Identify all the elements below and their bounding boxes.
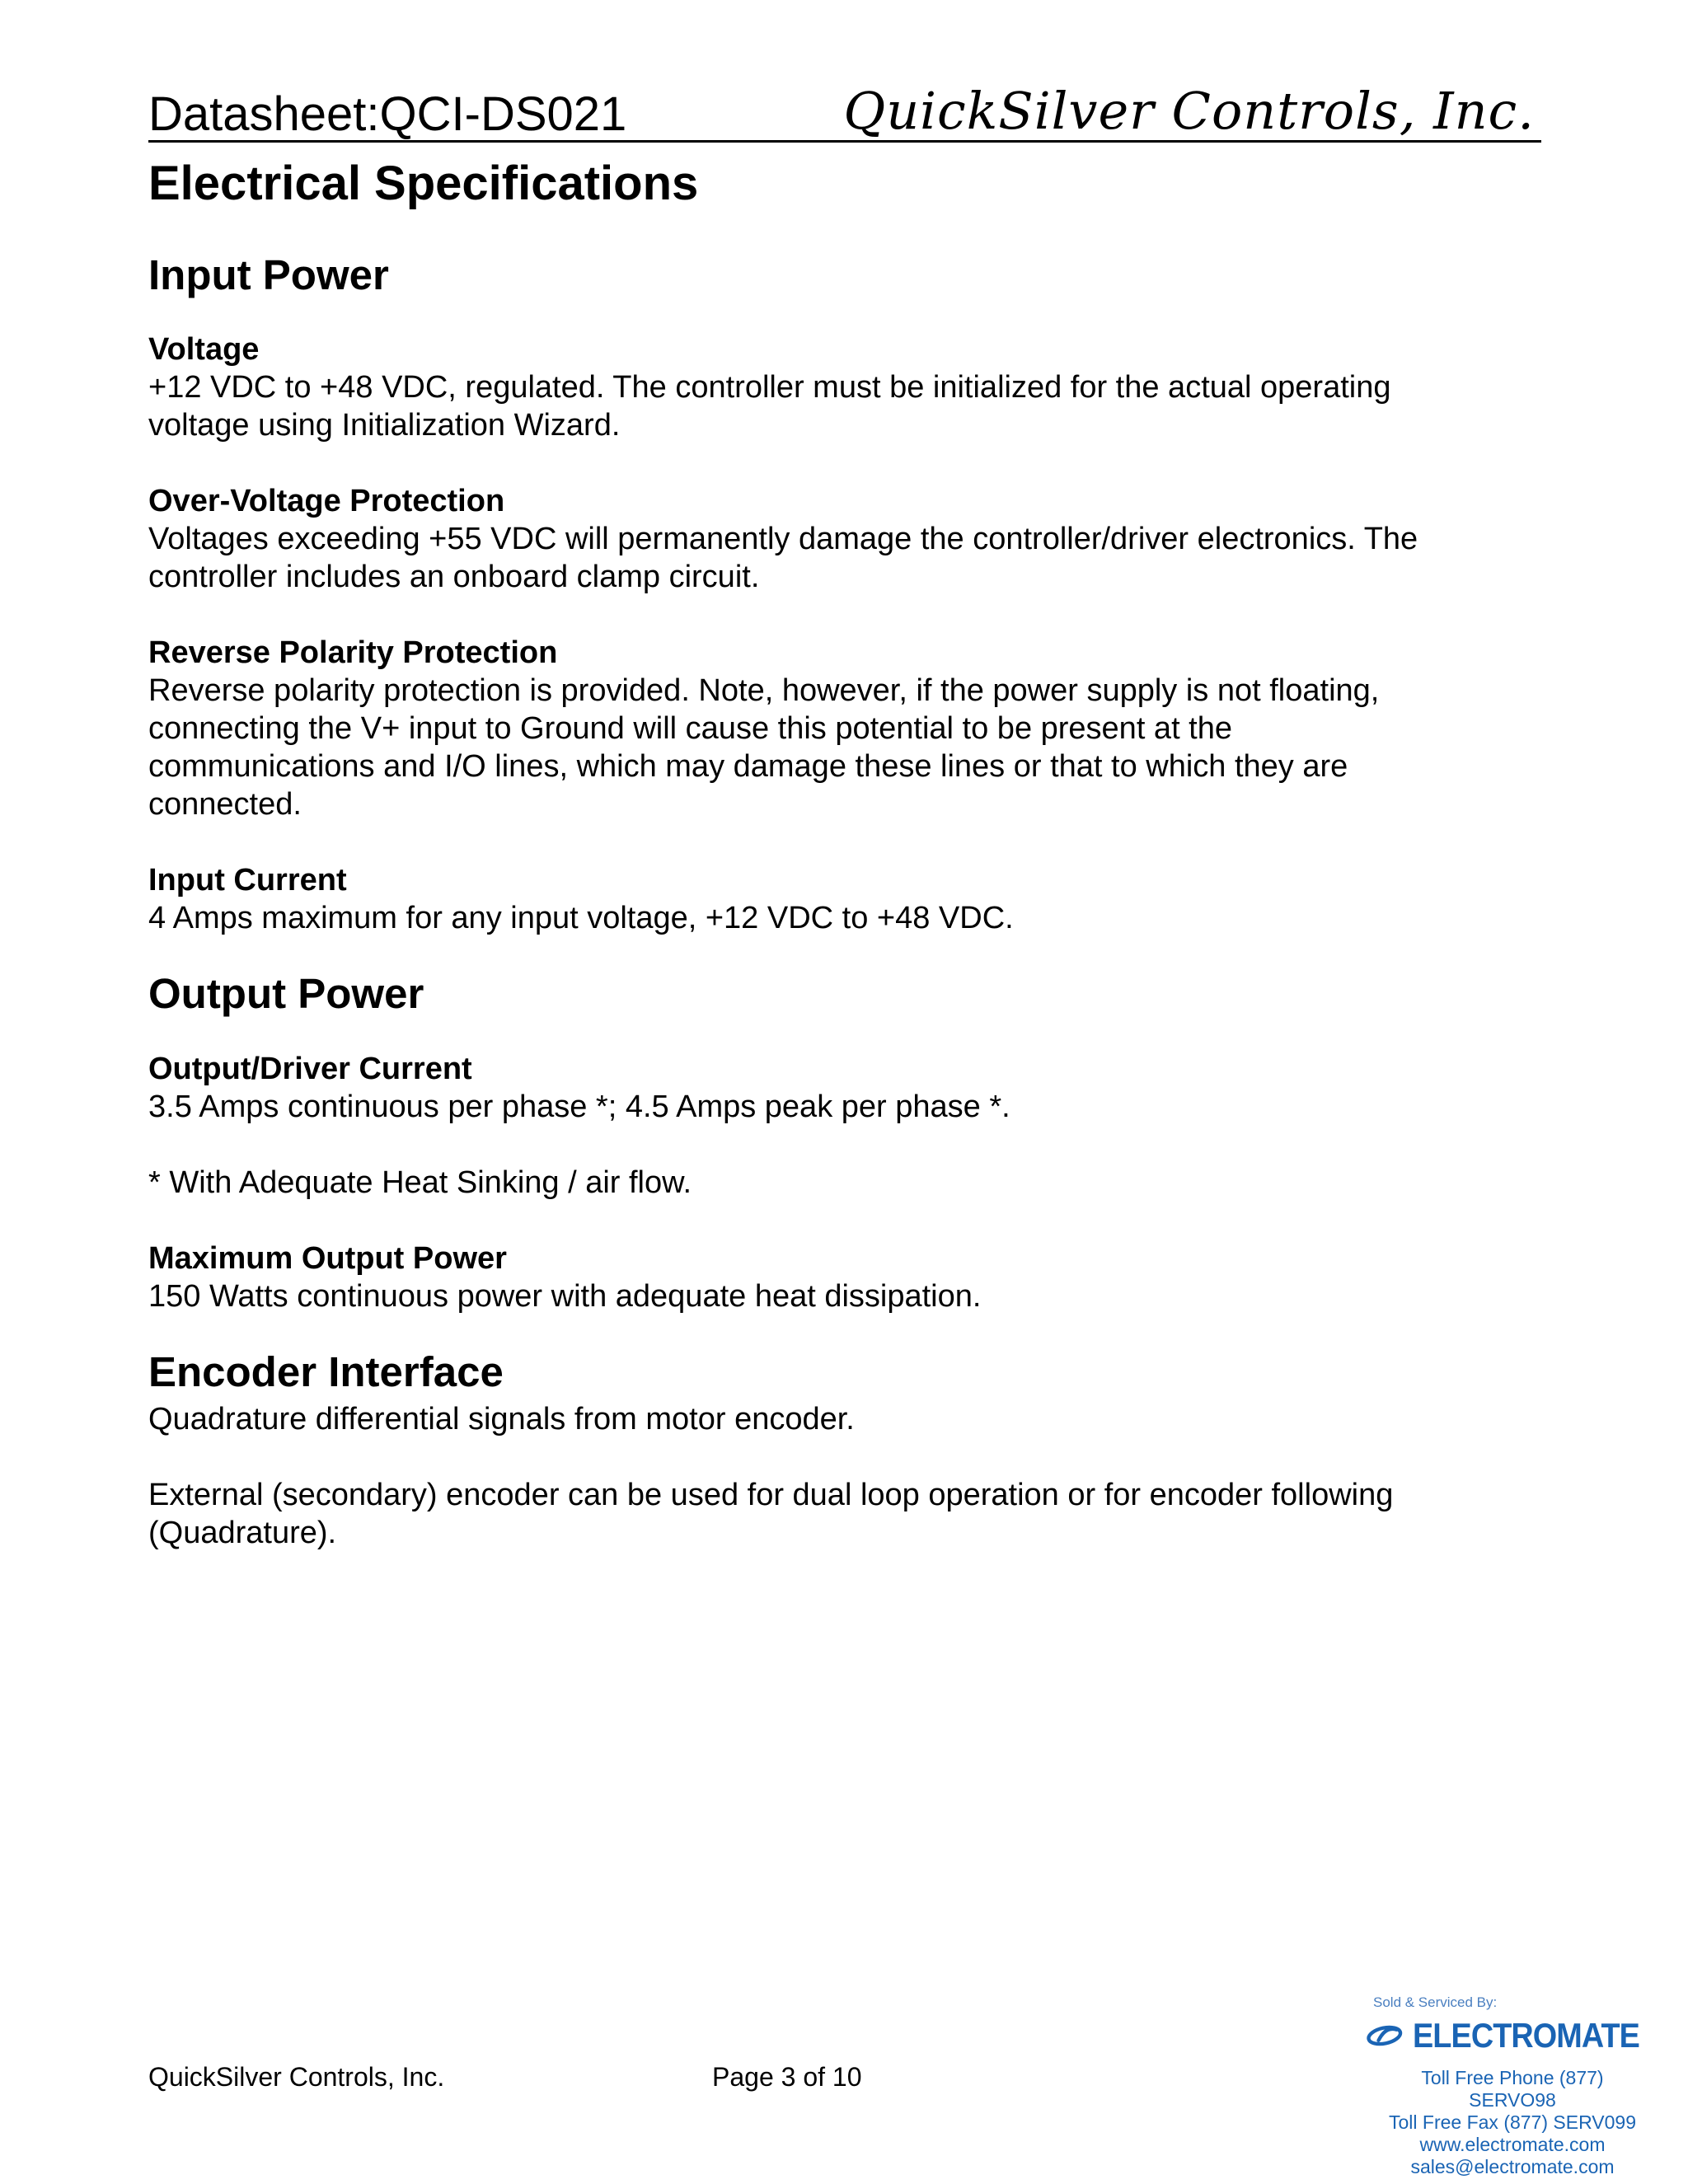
footer-page-number: Page 3 of 10	[712, 2062, 862, 2092]
footnote	[148, 1164, 1541, 1202]
spec-driver-current	[148, 1050, 1541, 1126]
footer-company: QuickSilver Controls, Inc.	[148, 2062, 445, 2092]
spec-text-line: Reverse polarity protection is provided. Note, however, if the power supply is not floating,	[148, 673, 1380, 709]
distributor-phone: Toll Free Phone (877) SERVO98	[1421, 2067, 1604, 2111]
spec-text-line: controller includes an onboard clamp circuit.	[148, 560, 760, 595]
distributor-fax: Toll Free Fax (877) SERV099	[1389, 2111, 1636, 2133]
electromate-logo-icon	[1367, 2019, 1404, 2052]
footnote-text: * With Adequate Heat Sinking / air flow.	[148, 1165, 692, 1200]
spec-text-line: (Quadrature).	[148, 1515, 337, 1550]
section-heading-input-power: Input Power	[148, 251, 389, 298]
section-heading-output-power: Output Power	[148, 970, 424, 1018]
spec-text-line: Voltages exceeding +55 VDC will permanently damage the controller/driver electronics. The	[148, 522, 1418, 557]
spec-text-line: communications and I/O lines, which may damage these lines or that to which they are	[148, 749, 1348, 785]
encoder-paragraph-2	[148, 1476, 1541, 1552]
spec-title: Over-Voltage Protection	[148, 484, 505, 519]
spec-title: Maximum Output Power	[148, 1240, 507, 1276]
spec-voltage	[148, 330, 1541, 444]
document-body	[148, 157, 1541, 1590]
page-header	[148, 82, 1541, 143]
distributor-email-link[interactable]: sales@electromate.com	[1410, 2156, 1615, 2177]
distributor-website-link[interactable]: www.electromate.com	[1419, 2134, 1606, 2155]
spec-max-output-power	[148, 1240, 1541, 1315]
distributor-contact	[1352, 2067, 1665, 2178]
spec-over-voltage	[148, 482, 1541, 596]
spec-text-line: +12 VDC to +48 VDC, regulated. The controller must be initialized for the actual operating	[148, 370, 1391, 405]
spec-title: Input Current	[148, 863, 347, 898]
spec-input-current	[148, 861, 1541, 937]
company-logotype: QuickSilver Controls, Inc.	[843, 81, 1535, 141]
distributor-brand	[1367, 2016, 1665, 2055]
distributor-sold-by: Sold & Serviced By:	[1373, 1994, 1498, 2010]
spec-text-line: Quadrature differential signals from motor encoder.	[148, 1401, 855, 1436]
page-title: Electrical Specifications	[148, 157, 699, 210]
spec-text-line: voltage using Initialization Wizard.	[148, 408, 621, 443]
spec-title: Voltage	[148, 332, 260, 368]
datasheet-id: Datasheet:QCI-DS021	[148, 87, 627, 141]
spec-title: Reverse Polarity Protection	[148, 635, 558, 671]
distributor-name: ELECTROMATE	[1413, 2016, 1640, 2055]
spec-title: Output/Driver Current	[148, 1051, 472, 1086]
section-heading-encoder-interface: Encoder Interface	[148, 1347, 504, 1395]
spec-text-line: connected.	[148, 787, 302, 823]
distributor-stamp	[1352, 1994, 1665, 2178]
encoder-paragraph-1	[148, 1400, 1541, 1438]
spec-text-line: connecting the V+ input to Ground will cause this potential to be present at the	[148, 711, 1233, 747]
spec-text-line: 4 Amps maximum for any input voltage, +12 VDC to +48 VDC.	[148, 901, 1014, 936]
spec-reverse-polarity	[148, 634, 1541, 823]
spec-text-line: External (secondary) encoder can be used for dual loop operation or for encoder following	[148, 1477, 1394, 1512]
spec-text-line: 3.5 Amps continuous per phase *; 4.5 Amps peak per phase *.	[148, 1089, 1010, 1124]
spec-text-line: 150 Watts continuous power with adequate heat dissipation.	[148, 1278, 982, 1314]
